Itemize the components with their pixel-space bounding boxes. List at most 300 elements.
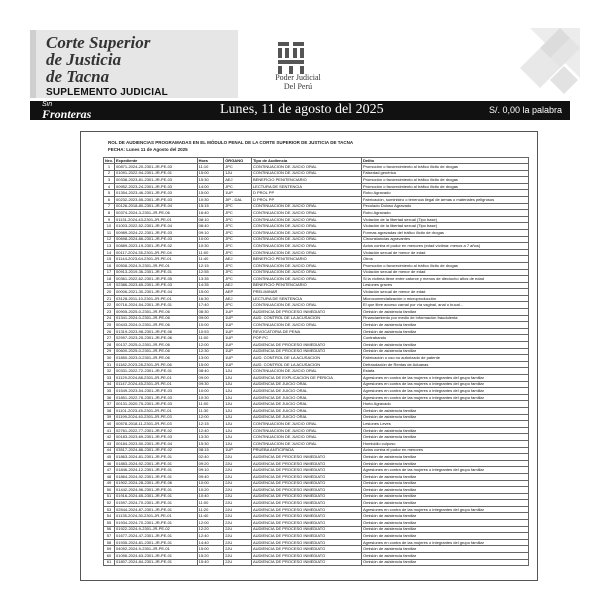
table-cell: AUDIENCIA DE EXPLICACION DE PERICIA — [251, 375, 361, 382]
table-cell: AUDIENCIA DE PROCESO INMEDIATO — [251, 559, 361, 566]
table-cell: 2JU — [224, 559, 252, 566]
table-cell: Omisión de asistencia familiar — [361, 480, 528, 487]
table-cell: CONTINUACION DE JUICIO ORAL — [251, 322, 361, 329]
table-row — [104, 269, 529, 276]
table-cell: Violación sexual de menor de edad — [361, 249, 528, 256]
table-cell: 2JU — [224, 454, 252, 461]
institution-line-1: Poder Judicial — [275, 73, 321, 82]
table-cell: 1JU — [224, 427, 252, 434]
table-row — [104, 493, 529, 500]
table-cell: 00183-2023-69-2301-JR-PE-03 — [115, 434, 198, 441]
table-cell: 1JU — [224, 401, 252, 408]
table-cell: CONTINUACION DE JUICIO ORAL — [251, 170, 361, 177]
table-cell: AUDIENCIA DE PROCESO INMEDIATO — [251, 500, 361, 507]
table-cell: AUDIENCIA DE PROCESO INMEDIATO — [251, 533, 361, 540]
table-cell: 02997-2023-25-2301-JR-PE-06 — [115, 335, 198, 342]
table-cell: AEJ — [224, 282, 252, 289]
table-cell: AUDIENCIA DE PROCESO INMEDIATO — [251, 309, 361, 316]
table-cell: 44 — [104, 447, 115, 454]
table-row — [104, 355, 529, 362]
table-cell: AEP — [224, 289, 252, 296]
table-row — [104, 256, 529, 263]
table-cell: 2JU — [224, 480, 252, 487]
table-cell: 00989-2024-22-2301-JR-PE-03 — [115, 229, 198, 236]
table-cell: 1UP — [224, 361, 252, 368]
table-cell: AUDIENCIA DE JUICIO ORAL — [251, 401, 361, 408]
table-cell: Actos contra el pudor en menores — [361, 447, 528, 454]
table-cell: JPC — [224, 164, 252, 171]
table-cell: 1JU — [224, 375, 252, 382]
table-row — [104, 480, 529, 487]
table-cell: 60 — [104, 553, 115, 560]
table-cell: Omisión de asistencia familiar — [361, 309, 528, 316]
table-cell: 12 — [104, 236, 115, 243]
table-cell: CONTINUACION DE JUICIO ORAL — [251, 203, 361, 210]
table-cell: 46 — [104, 460, 115, 467]
table-cell: 6 — [104, 196, 115, 203]
table-cell: Homicidio culposo — [361, 440, 528, 447]
table-cell: 55 — [104, 520, 115, 527]
table-cell: 1UP — [224, 190, 252, 197]
table-cell: 1JU — [224, 394, 252, 401]
table-cell: 01934-2024-70-2301-JR-PE-01 — [115, 520, 198, 527]
table-cell: 14:00 — [197, 183, 224, 190]
table-cell: 14 — [104, 249, 115, 256]
table-cell: 10:20 — [197, 487, 224, 494]
table-cell: 3 — [104, 177, 115, 184]
table-row — [104, 203, 529, 210]
table-row — [104, 440, 529, 447]
table-cell: 23 — [104, 309, 115, 316]
table-cell: 49 — [104, 480, 115, 487]
table-row — [104, 262, 529, 269]
table-cell: AUDIENCIA DE PROCESO INMEDIATO — [251, 454, 361, 461]
table-cell: CONTINUACION DE JUICIO ORAL — [251, 368, 361, 375]
table-cell: 01003-2022-52-2301-JR-PE-04 — [115, 223, 198, 230]
table-cell: 21 — [104, 295, 115, 302]
table-cell: Omisión de asistencia familiar — [361, 434, 528, 441]
table-cell: 08:40 — [197, 223, 224, 230]
table-cell: 12:15 — [197, 421, 224, 428]
table-cell: 41 — [104, 427, 115, 434]
brand-line-1: Corte Superior — [46, 33, 151, 52]
table-row — [104, 513, 529, 520]
table-cell: 01442-2024-96-2301-JR-PE-01 — [115, 487, 198, 494]
table-cell: AUD. CONTROL DE LA ACUSACION — [251, 315, 361, 322]
table-cell: 56 — [104, 526, 115, 533]
table-cell: Violación de la libertad sexual (Tipo base) — [361, 216, 528, 223]
table-cell: 01096-2024-63-2301-JR-PE-01 — [115, 553, 198, 560]
table-cell: 1JU — [224, 368, 252, 375]
table-cell: JPC — [224, 216, 252, 223]
table-cell: 01101-2023-45-2301-JR-PE-01 — [115, 407, 198, 414]
table-cell: CONTINUACION DE JUICIO ORAL — [251, 421, 361, 428]
table-cell: JPC — [224, 276, 252, 283]
brand-line-3: de Tacna — [46, 67, 110, 86]
table-cell: 32 — [104, 368, 115, 375]
table-row — [104, 401, 529, 408]
table-cell: 17 — [104, 269, 115, 276]
table-cell: AUDIENCIA DE JUICIO ORAL — [251, 414, 361, 421]
table-row — [104, 229, 529, 236]
table-cell: CONTINUACION DE JUICIO ORAL — [251, 216, 361, 223]
table-cell: Omisión de asistencia familiar — [361, 460, 528, 467]
table-cell: 40 — [104, 421, 115, 428]
table-cell: AUDIENCIA DE PROCESO INMEDIATO — [251, 480, 361, 487]
table-cell: AUD. CONTROL DE LA ACUSACION — [251, 361, 361, 368]
table-row — [104, 473, 529, 480]
table-cell: Omisión de asistencia familiar — [361, 342, 528, 349]
table-cell: 2JU — [224, 500, 252, 507]
table-row — [104, 381, 529, 388]
table-cell: CONTINUACION DE JUICIO ORAL — [251, 243, 361, 250]
table-cell: 11:00 — [197, 500, 224, 507]
table-row — [104, 289, 529, 296]
table-cell: 4 — [104, 183, 115, 190]
table-cell: CONTINUACION DE JUICIO ORAL — [251, 427, 361, 434]
table-cell: Agresiones en contra de las mujeres o integrantes del grupo familiar — [361, 467, 528, 474]
table-cell: 50 — [104, 487, 115, 494]
table-cell: 01135-2024-30-2301-JR-PE-01 — [115, 513, 198, 520]
table-cell: 8 — [104, 210, 115, 217]
table-cell: Omisión de asistencia familiar — [361, 348, 528, 355]
table-cell: 01597-2024-70-2301-JR-PE-01 — [115, 500, 198, 507]
table-cell: Omisión de asistencia familiar — [361, 526, 528, 533]
table-cell: Microcomercialización o microproducción — [361, 295, 528, 302]
table-cell: 00338-2023-81-2301-JR-PE-03 — [115, 177, 198, 184]
table-cell: 01199-2024-40-2301-JR-PE-03 — [115, 414, 198, 421]
table-cell: Omisión de asistencia familiar — [361, 473, 528, 480]
table-cell: 03128-2011-10-2301-JR-PE-01 — [115, 295, 198, 302]
table-cell: 31 — [104, 361, 115, 368]
table-cell: 2 — [104, 170, 115, 177]
table-cell: 61 — [104, 559, 115, 566]
table-cell: AUDIENCIA DE PROCESO INMEDIATO — [251, 473, 361, 480]
table-cell: 9 — [104, 216, 115, 223]
table-cell: AEJ — [224, 295, 252, 302]
table-cell: 01341-2024-0-2301-JR-PE-06 — [115, 315, 198, 322]
table-cell: 2JU — [224, 533, 252, 540]
table-cell: D PROL PP — [251, 196, 361, 203]
table-cell: 18 — [104, 276, 115, 283]
table-cell: 02544-2024-87-2301-JR-PE-01 — [115, 506, 198, 513]
table-cell: Agresiones en contra de las mujeres o integrantes del grupo familiar — [361, 381, 528, 388]
table-cell: CONTINUACION DE JUICIO ORAL — [251, 229, 361, 236]
table-cell: 12:00 — [197, 414, 224, 421]
table-cell: Contrabando — [361, 335, 528, 342]
price-label: S/. 0,00 la palabra — [488, 105, 562, 115]
table-cell: JIP - DAL — [224, 196, 252, 203]
column-header: Nro. — [105, 157, 113, 163]
table-cell: Omisión de asistencia familiar — [361, 407, 528, 414]
table-row — [104, 546, 529, 553]
table-cell: 01549-2023-54-2301-JR-PE-03 — [115, 388, 198, 395]
table-cell: 12:55 — [197, 269, 224, 276]
hearings-table — [103, 157, 529, 566]
table-cell: AUDIENCIA DE PROCESO INMEDIATO — [251, 493, 361, 500]
table-cell: 01916-2024-65-2301-JR-PE-01 — [115, 493, 198, 500]
table-cell: 13:35 — [197, 276, 224, 283]
table-row — [104, 295, 529, 302]
table-cell: 11:00 — [197, 249, 224, 256]
table-row — [104, 361, 529, 368]
table-cell: AUDIENCIA DE PROCESO INMEDIATO — [251, 487, 361, 494]
table-row — [104, 196, 529, 203]
table-row — [104, 236, 529, 243]
date-bar — [30, 101, 570, 120]
table-cell: 11:30 — [197, 407, 224, 414]
table-cell: AUDIENCIA DE PROCESO INMEDIATO — [251, 546, 361, 553]
table-row — [104, 348, 529, 355]
table-cell: 16 — [104, 262, 115, 269]
table-cell: 01144-2023-64-2301-JR-PE-01 — [115, 256, 198, 263]
table-cell: 2JU — [224, 473, 252, 480]
table-cell: El que libre acceso carnal por vía vaginal, anal o bucal... — [361, 302, 528, 309]
table-cell: 1JU — [224, 381, 252, 388]
table-cell: 13:00 — [197, 355, 224, 362]
table-cell: 1JU — [224, 434, 252, 441]
table-cell: Omisión de asistencia familiar — [361, 559, 528, 566]
table-cell: 1UP — [224, 322, 252, 329]
table-cell: 09:30 — [197, 381, 224, 388]
table-cell: CONTINUACION DE JUICIO ORAL — [251, 434, 361, 441]
table-cell: 54 — [104, 513, 115, 520]
table-cell: 1JU — [224, 414, 252, 421]
table-cell: 00443-2024-0-2301-JR-PE-06 — [115, 322, 198, 329]
table-cell: Lesiones graves — [361, 282, 528, 289]
table-cell: Omisión de asistencia familiar — [361, 427, 528, 434]
table-cell: 15 — [104, 256, 115, 263]
table-cell: 51 — [104, 493, 115, 500]
table-row — [104, 216, 529, 223]
table-cell: 15:15 — [197, 203, 224, 210]
table-cell: 01922-2024-9-2301-JR-PE-02 — [115, 526, 198, 533]
table-cell: 26 — [104, 328, 115, 335]
table-cell: 09:40 — [197, 473, 224, 480]
table-cell: 33 — [104, 375, 115, 382]
table-row — [104, 520, 529, 527]
table-cell: 15:00 — [197, 289, 224, 296]
table-cell: Promoción o favorecimiento al tráfico ilícito de drogas — [361, 164, 528, 171]
table-cell: 15:20 — [197, 553, 224, 560]
table-cell: AUDIENCIA DE PROCESO INMEDIATO — [251, 520, 361, 527]
table-cell: 09:10 — [197, 229, 224, 236]
table-cell: 39 — [104, 414, 115, 421]
table-cell: 24 — [104, 315, 115, 322]
table-cell: 52 — [104, 500, 115, 507]
table-row — [104, 407, 529, 414]
table-cell: Financiamiento por medio de información fraudulenta — [361, 315, 528, 322]
table-cell: 10:00 — [197, 322, 224, 329]
table-cell: PRELIMINAR — [251, 289, 361, 296]
table-cell: BENEFICIO PENITENCIARIO — [251, 282, 361, 289]
table-cell: 36 — [104, 394, 115, 401]
poder-judicial-logo-icon — [276, 40, 306, 76]
table-row — [104, 553, 529, 560]
table-cell: 10:30 — [197, 243, 224, 250]
table-row — [104, 414, 529, 421]
table-cell: CONTINUACION DE JUICIO ORAL — [251, 269, 361, 276]
table-row — [104, 249, 529, 256]
table-cell: 11:00 — [197, 335, 224, 342]
table-cell: 15:00 — [197, 361, 224, 368]
table-cell: 09:00 — [197, 375, 224, 382]
table-cell: 00006-2021-30-2301-JR-PE-04 — [115, 289, 198, 296]
table-cell: 57 — [104, 533, 115, 540]
table-cell: 01850-2023-0-2301-JR-PE-06 — [115, 355, 198, 362]
table-cell: 14:40 — [197, 539, 224, 546]
table-cell: AUDIENCIA DE JUICIO ORAL — [251, 394, 361, 401]
table-cell: 01182-2023-28-2301-JR-PE-06 — [115, 361, 198, 368]
table-row — [104, 210, 529, 217]
table-cell: 2JU — [224, 506, 252, 513]
table-row — [104, 328, 529, 335]
fronteras-label: Fronteras — [42, 107, 92, 121]
table-cell: CONTINUACION DE JUICIO ORAL — [251, 276, 361, 283]
table-cell: 37 — [104, 401, 115, 408]
table-cell: PRUEBA ANTICIPADA — [251, 447, 361, 454]
table-cell: 00374-2024-3-2301-JR-PE-06 — [115, 210, 198, 217]
table-cell: 16:40 — [197, 210, 224, 217]
table-row — [104, 183, 529, 190]
table-cell: 2JU — [224, 513, 252, 520]
table-cell: 11:10 — [197, 164, 224, 171]
table-cell: 15:00 — [197, 190, 224, 197]
table-cell: 27 — [104, 335, 115, 342]
table-cell: 02:40 — [197, 454, 224, 461]
table-row — [104, 394, 529, 401]
table-cell: 20 — [104, 289, 115, 296]
table-cell: 7 — [104, 203, 115, 210]
table-cell: 1JU — [224, 170, 252, 177]
table-cell: AEJ — [224, 256, 252, 263]
table-cell: Omisión de asistencia familiar — [361, 487, 528, 494]
table-row — [104, 467, 529, 474]
table-row — [104, 434, 529, 441]
table-cell: JPC — [224, 262, 252, 269]
table-cell: BENEFICIO PENITENCIARIO — [251, 177, 361, 184]
table-cell: 02761-2022-77-2301-JR-PE-02 — [115, 427, 198, 434]
table-cell: 09:20 — [197, 460, 224, 467]
table-cell: Otros — [361, 256, 528, 263]
table-cell: AEJ — [224, 177, 252, 184]
table-row — [104, 487, 529, 494]
table-cell: AUDIENCIA DE JUICIO ORAL — [251, 407, 361, 414]
table-cell: 00331-2022-72-2301-JR-PE-01 — [115, 368, 198, 375]
table-cell: Omisión de asistencia familiar — [361, 493, 528, 500]
table-cell: 01902-2024-28-2301-JR-PE-06 — [115, 480, 198, 487]
table-cell: 01354-2023-46-2301-JR-PE-03 — [115, 190, 198, 197]
table-cell: 00905-2025-0-2301-JR-PE-06 — [115, 309, 198, 316]
table-cell: Omisión de asistencia familiar — [361, 546, 528, 553]
table-cell: 00698-2024-86-2301-JR-PE-03 — [115, 236, 198, 243]
table-cell: 10:30 — [197, 196, 224, 203]
table-cell: 2JU — [224, 467, 252, 474]
column-header: Hora — [197, 158, 224, 164]
table-cell: 00137-2025-0-2301-JR-PE-06 — [115, 342, 198, 349]
table-cell: Omisión de asistencia familiar — [361, 513, 528, 520]
table-cell: Lesiones Leves — [361, 421, 528, 428]
table-cell: Peculado Doloso Agravado — [361, 203, 528, 210]
table-cell: AUDIENCIA DE PROCESO INMEDIATO — [251, 553, 361, 560]
table-cell: 09:10 — [197, 467, 224, 474]
table-cell: 01807-2024-84-2301-JR-PE-01 — [115, 559, 198, 566]
table-cell: 12:20 — [197, 526, 224, 533]
table-cell: D PROL PP — [251, 190, 361, 197]
table-cell: JPC — [224, 302, 252, 309]
table-row — [104, 388, 529, 395]
table-cell: CONTINUACION DE JUICIO ORAL — [251, 302, 361, 309]
table-cell: JPC — [224, 183, 252, 190]
table-cell: 2JU — [224, 546, 252, 553]
table-cell: 00126-2018-80-2301-JR-PE-04 — [115, 203, 198, 210]
table-body — [104, 164, 529, 566]
table-cell: 08:10 — [197, 216, 224, 223]
table-cell: 30 — [104, 355, 115, 362]
table-cell: 45 — [104, 454, 115, 461]
table-cell: JPC — [224, 223, 252, 230]
document-date: FECHA: Lunes 11 de Agosto del 2025 — [108, 147, 188, 152]
table-cell: 01851-2022-76-2301-JR-PE-03 — [115, 394, 198, 401]
table-cell: AUDIENCIA DE PROCESO INMEDIATO — [251, 526, 361, 533]
table-cell: 00600-2025-0-2301-JR-PE-06 — [115, 348, 198, 355]
table-cell: Fabricación, suministro o tenencia ilegal de armas o materiales peligrosos — [361, 196, 528, 203]
table-row — [104, 243, 529, 250]
table-cell: 01883-2024-92-2301-JR-PE-01 — [115, 460, 198, 467]
table-cell: 10:00 — [197, 388, 224, 395]
table-cell: JPC — [224, 210, 252, 217]
table-cell: Violación sexual de menor de edad — [361, 269, 528, 276]
table-cell: Promoción o favorecimiento al tráfico ilícito de drogas — [361, 183, 528, 190]
table-cell: 01091-2022-94-2301-JR-PE-01 — [115, 170, 198, 177]
table-cell: 11:40 — [197, 256, 224, 263]
table-cell: 1UP — [224, 328, 252, 335]
table-cell: 00716-2024-54-2301-JR-PE-01 — [115, 302, 198, 309]
table-cell: 01677-2024-47-2301-JR-PE-01 — [115, 533, 198, 540]
table-cell: 01935-2024-81-2301-JR-PE-01 — [115, 539, 198, 546]
table-cell: 00913-2019-36-2301-JR-PE-01 — [115, 269, 198, 276]
table-cell: Omisión de asistencia familiar — [361, 500, 528, 507]
table-row — [104, 526, 529, 533]
table-cell: 12:15 — [197, 262, 224, 269]
table-cell: 1UP — [224, 342, 252, 349]
table-row — [104, 533, 529, 540]
table-cell: LECTURA DE SENTENCIA — [251, 295, 361, 302]
table-cell: 1UP — [224, 309, 252, 316]
table-cell: 08:15 — [197, 447, 224, 454]
table-cell: 11 — [104, 229, 115, 236]
table-cell: 01319-2023-98-2301-JR-PE-06 — [115, 328, 198, 335]
table-cell: 12:00 — [197, 342, 224, 349]
court-brand — [46, 34, 216, 85]
table-cell: 2JU — [224, 487, 252, 494]
table-cell: 35 — [104, 388, 115, 395]
table-cell: AUDIENCIA DE JUICIO ORAL — [251, 388, 361, 395]
table-cell: Omisión de asistencia familiar — [361, 328, 528, 335]
table-cell: 10:53 — [197, 328, 224, 335]
table-cell: 10:40 — [197, 493, 224, 500]
decorative-pattern-icon — [500, 28, 580, 100]
table-cell: Agresiones en contra de las mujeres o integrantes del grupo familiar — [361, 506, 528, 513]
table-cell: 2JU — [224, 460, 252, 467]
table-cell: Omisión de asistencia familiar — [361, 454, 528, 461]
table-cell: 12:00 — [197, 520, 224, 527]
table-cell: 15:00 — [197, 170, 224, 177]
table-cell: Promoción o favorecimiento al tráfico ilícito de drogas — [361, 177, 528, 184]
table-cell: Estafa — [361, 368, 528, 375]
table-row — [104, 539, 529, 546]
table-cell: 2JU — [224, 539, 252, 546]
